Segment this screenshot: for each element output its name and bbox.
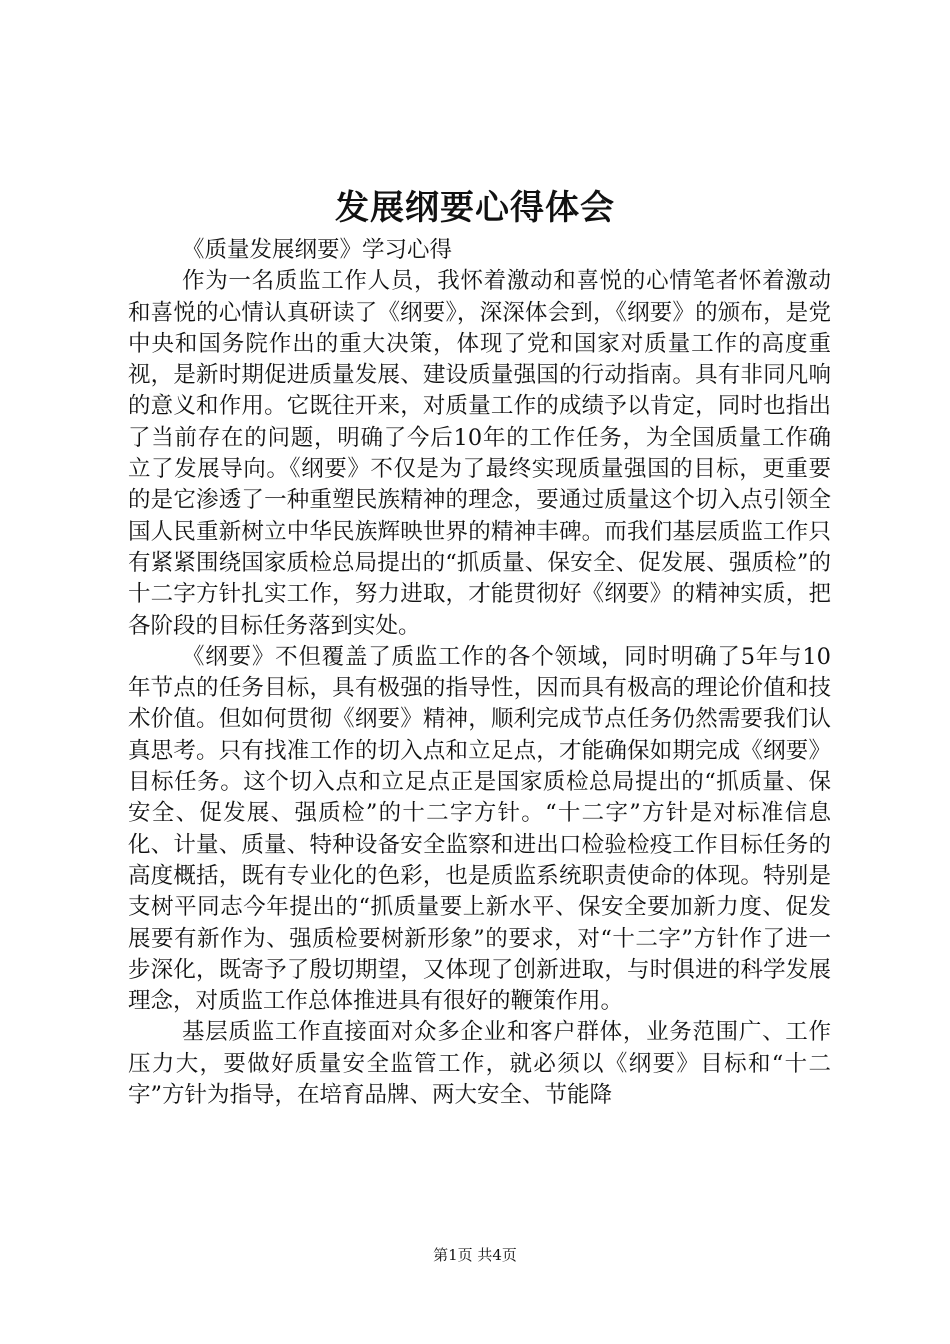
document-body [128, 235, 831, 1111]
paragraph-3: 基层质监工作直接面对众多企业和客户群体，业务范围广、工作压力大，要做好质量安全监管工作，就必须以《纲要》目标和“十二字”方针为指导，在培育品牌、两大安全、节能降 [128, 1019, 831, 1109]
paragraph-1: 作为一名质监工作人员，我怀着激动和喜悦的心情笔者怀着激动和喜悦的心情认真研读了《纲要》，深深体会到，《纲要》的颁布，是党中央和国务院作出的重大决策，体现了党和国家对质量工作的高度重视，是新时期促进质量发展、建设质量强国的行动指南。具有非同凡响的意义和作用。它既往开来，对质量工作的成绩予以肯定，同时也指出了当前存在的问题，明确了今后10年的工作任务，为全国质量工作确立了发展导向。《纲要》不仅是为了最终实现质量强国的目标，更重要的是它渗透了一种重塑民族精神的理念，要通过质量这个切入点引领全国人民重新树立中华民族辉映世界的精神丰碑。而我们基层质监工作只有紧紧围绕国家质检总局提出的“抓质量、保安全、促发展、强质检”的十二字方针扎实工作，努力进取，才能贯彻好《纲要》的精神实质，把各阶段的目标任务落到实处。 [128, 268, 831, 639]
document-title: 发展纲要心得体会 [335, 188, 615, 228]
paragraph-2: 《纲要》不但覆盖了质监工作的各个领域，同时明确了5年与10年节点的任务目标，具有极强的指导性，因而具有极高的理论价值和技术价值。但如何贯彻《纲要》精神，顺利完成节点任务仍然需要我们认真思考。只有找准工作的切入点和立足点，才能确保如期完成《纲要》目标任务。这个切入点和立足点正是国家质检总局提出的“抓质量、保安全、促发展、强质检”的十二字方针。“十二字”方针是对标准信息化、计量、质量、特种设备安全监察和进出口检验检疫工作目标任务的高度概括，既有专业化的色彩，也是质监系统职责使命的体现。特别是支树平同志今年提出的“抓质量要上新水平、保安全要加新力度、促发展要有新作为、强质检要树新形象”的要求，对“十二字”方针作了进一步深化，既寄予了殷切期望，又体现了创新进取，与时俱进的科学发展理念，对质监工作总体推进具有很好的鞭策作用。 [128, 643, 831, 1015]
paragraph-subtitle: 《质量发展纲要》学习心得 [182, 237, 453, 263]
page-number-footer: 第1页 共4页 [433, 1246, 517, 1264]
